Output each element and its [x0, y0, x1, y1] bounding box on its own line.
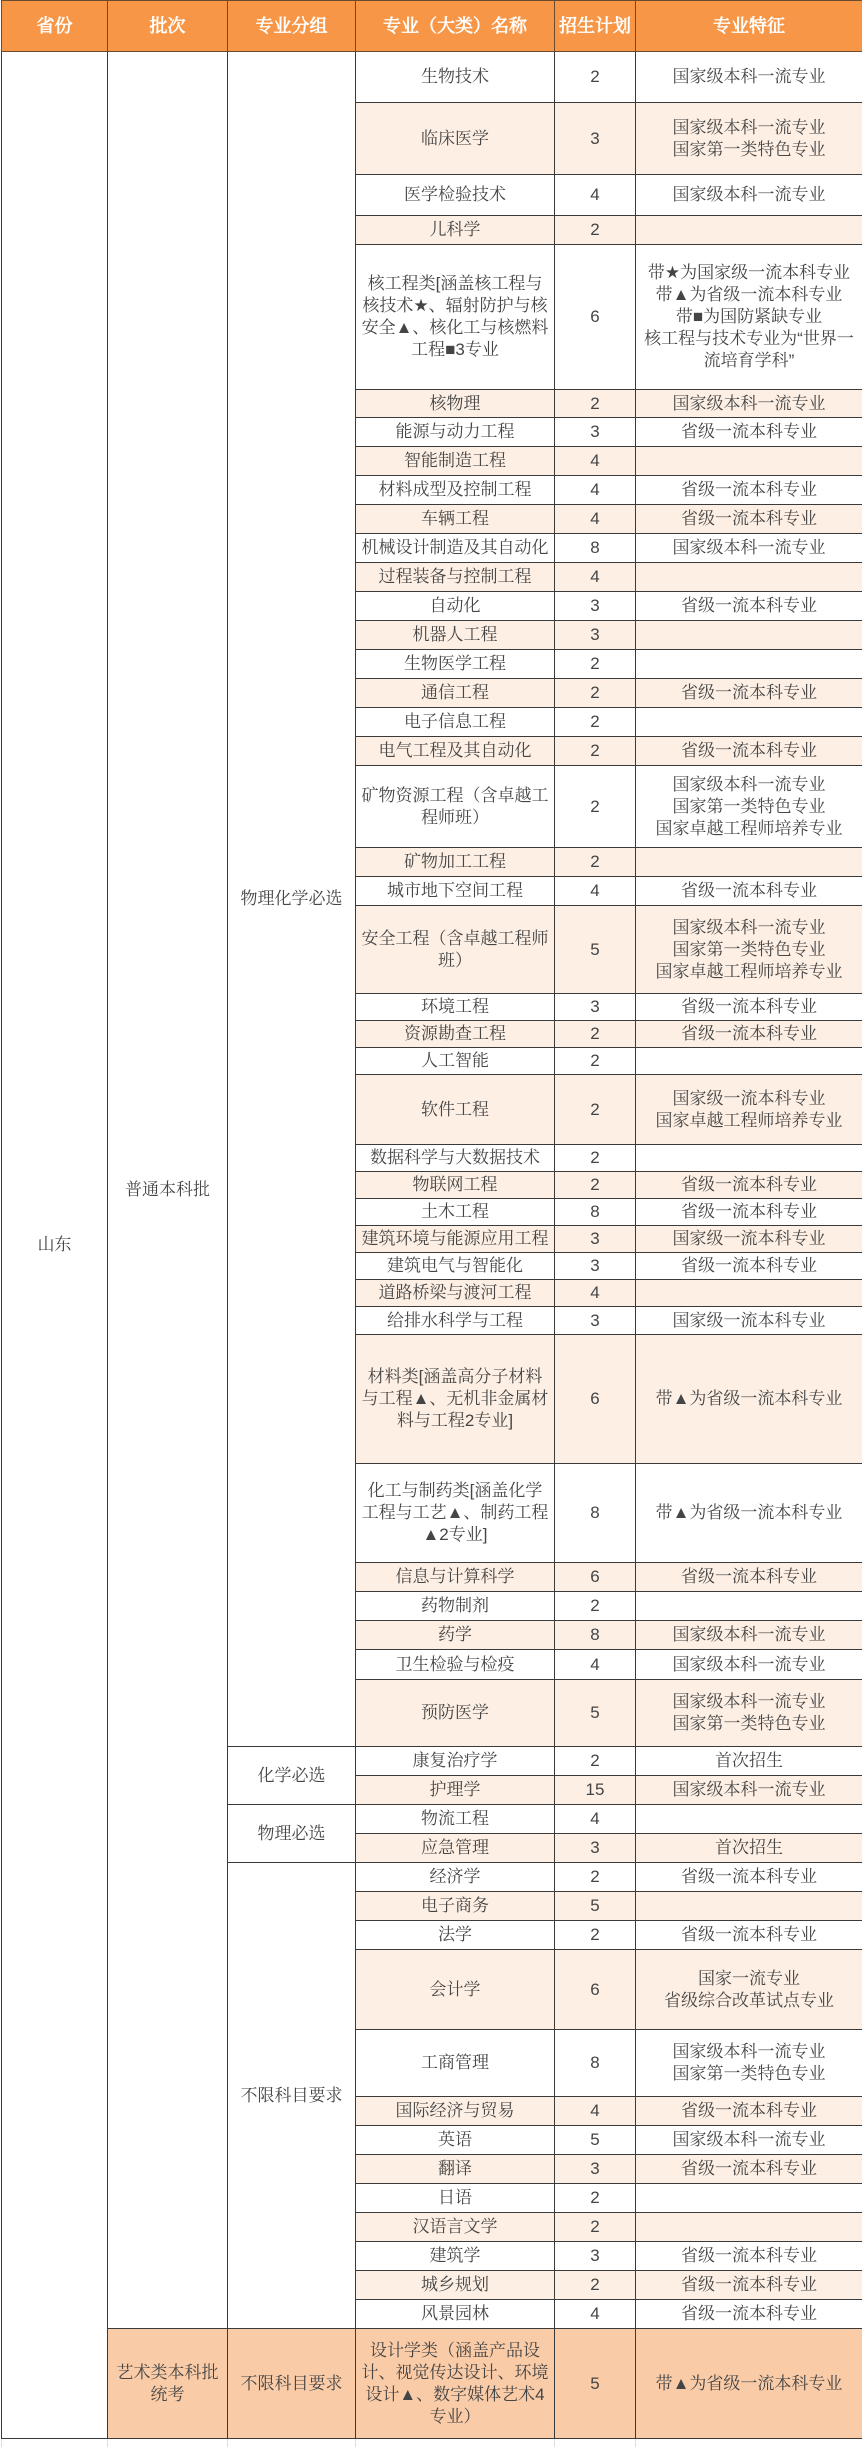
major-name-cell [356, 1075, 555, 1145]
major-feature-cell: 省级一流本科专业 [636, 2155, 862, 2184]
major-name-cell [356, 848, 555, 877]
major-feature-cell: 省级一流本科专业 [636, 1863, 862, 1892]
major-feature-cell: 省级一流本科专业 [636, 1563, 862, 1592]
enrollment-plan-cell: 4 [555, 447, 636, 476]
major-feature-cell [636, 848, 862, 877]
enrollment-plan-cell: 2 [555, 650, 636, 679]
header-major: 专业（大类）名称 [356, 1, 555, 52]
header-feature: 专业特征 [636, 1, 862, 52]
major-feature-cell [636, 2184, 862, 2213]
enrollment-plan-cell: 4 [555, 505, 636, 534]
enrollment-plan-cell: 2 [555, 1863, 636, 1892]
major-feature-cell: 省级一流本科专业 [636, 2097, 862, 2126]
batch-cell: 艺术类本科批统考 [108, 2329, 228, 2439]
major-feature-cell [636, 2213, 862, 2242]
major-name: 翻译 [360, 2158, 550, 2180]
major-name-cell [356, 245, 555, 390]
header-group: 专业分组 [228, 1, 356, 52]
major-name-cell [356, 216, 555, 245]
major-feature-cell: 国家级本科一流专业 国家第一类特色专业 [636, 2030, 862, 2097]
major-name-cell [356, 1563, 555, 1592]
major-name-cell [356, 2213, 555, 2242]
major-name: 风景园林 [360, 2303, 550, 2325]
major-name: 建筑学 [360, 2245, 550, 2267]
major-feature-cell: 国家级本科一流专业 [636, 1621, 862, 1650]
enrollment-plan-cell: 2 [555, 2271, 636, 2300]
major-feature-cell: 省级一流本科专业 [636, 592, 862, 621]
major-feature-cell [636, 216, 862, 245]
major-feature-cell: 国家级本科一流专业 [636, 2126, 862, 2155]
header-plan: 招生计划 [555, 1, 636, 52]
enrollment-plan-cell: 5 [555, 2329, 636, 2439]
major-name-cell [356, 1253, 555, 1280]
enrollment-plan-cell: 4 [555, 476, 636, 505]
major-name-cell [356, 679, 555, 708]
major-feature-cell: 国家级一流本科专业 国家卓越工程师培养专业 [636, 1075, 862, 1145]
major-name-cell [356, 1021, 555, 1048]
major-name-cell [356, 906, 555, 994]
major-name-cell [356, 2242, 555, 2271]
major-name: 国际经济与贸易 [360, 2100, 550, 2122]
major-name: 矿物资源工程（含卓越工程师班） [360, 785, 550, 829]
major-name: 物流工程 [360, 1808, 550, 1830]
province-cell: 山东 [2, 52, 108, 2439]
major-feature-cell: 省级一流本科专业 [636, 679, 862, 708]
enrollment-plan-cell: 5 [555, 1892, 636, 1921]
enrollment-plan-cell: 6 [555, 1335, 636, 1464]
major-feature-cell [636, 1892, 862, 1921]
major-name-cell [356, 1892, 555, 1921]
major-name-cell [356, 505, 555, 534]
major-feature-cell [636, 708, 862, 737]
major-name: 城乡规划 [360, 2274, 550, 2296]
enrollment-plan-cell: 8 [555, 1199, 636, 1226]
enrollment-plan-cell: 4 [555, 563, 636, 592]
enrollment-plan-cell: 2 [555, 766, 636, 848]
major-feature-cell [636, 1048, 862, 1075]
major-name-cell [356, 737, 555, 766]
major-feature-cell [636, 650, 862, 679]
major-name: 电子信息工程 [360, 711, 550, 733]
major-name: 通信工程 [360, 682, 550, 704]
enrollment-plan-cell: 3 [555, 1226, 636, 1253]
enrollment-plan-cell: 8 [555, 534, 636, 563]
major-name: 日语 [360, 2187, 550, 2209]
major-name: 材料成型及控制工程 [360, 479, 550, 501]
major-feature-cell: 首次招生 [636, 1834, 862, 1863]
major-name: 护理学 [360, 1779, 550, 1801]
enrollment-plan-cell: 5 [555, 906, 636, 994]
enrollment-plan-cell: 4 [555, 1805, 636, 1834]
major-name-cell [356, 1650, 555, 1680]
major-name: 资源勘查工程 [360, 1023, 550, 1045]
major-feature-cell: 国家一流专业 省级综合改革试点专业 [636, 1950, 862, 2030]
major-name-cell [356, 390, 555, 418]
major-feature-cell: 国家级一流本科专业 [636, 1226, 862, 1253]
major-name-cell [356, 877, 555, 906]
major-name-cell [356, 650, 555, 679]
enrollment-plan-cell: 3 [555, 2242, 636, 2271]
major-name: 建筑环境与能源应用工程 [360, 1228, 550, 1250]
major-name: 城市地下空间工程 [360, 880, 550, 902]
major-name: 材料类[涵盖高分子材料与工程▲、无机非金属材料与工程2专业] [360, 1366, 550, 1432]
major-feature-cell [636, 563, 862, 592]
enrollment-plan-cell: 8 [555, 2030, 636, 2097]
major-name-cell [356, 1805, 555, 1834]
enrollment-plan-cell: 3 [555, 592, 636, 621]
enrollment-plan-cell: 2 [555, 52, 636, 103]
major-name-cell [356, 534, 555, 563]
major-name: 设计学类（涵盖产品设计、视觉传达设计、环境设计▲、数字媒体艺术4专业） [360, 2340, 550, 2428]
major-feature-cell [636, 1280, 862, 1307]
enrollment-plan-cell: 3 [555, 418, 636, 447]
subject-group-cell: 物理化学必选 [228, 52, 356, 1747]
major-name: 机械设计制造及其自动化 [360, 537, 550, 559]
major-name: 法学 [360, 1924, 550, 1946]
major-name: 智能制造工程 [360, 450, 550, 472]
major-name-cell [356, 2030, 555, 2097]
major-feature-cell: 省级一流本科专业 [636, 994, 862, 1021]
major-name: 经济学 [360, 1866, 550, 1888]
major-name: 康复治疗学 [360, 1750, 550, 1772]
enrollment-plan-cell: 6 [555, 1563, 636, 1592]
major-name-cell [356, 708, 555, 737]
major-name-cell [356, 1776, 555, 1805]
major-name: 应急管理 [360, 1837, 550, 1859]
major-name: 自动化 [360, 595, 550, 617]
enrollment-plan-cell: 3 [555, 103, 636, 175]
major-name-cell [356, 175, 555, 216]
enrollment-plan-cell: 3 [555, 994, 636, 1021]
major-feature-cell: 省级一流本科专业 [636, 1021, 862, 1048]
major-name-cell [356, 592, 555, 621]
major-name-cell [356, 1307, 555, 1335]
table-row [2, 52, 862, 103]
major-name-cell [356, 1335, 555, 1464]
enrollment-plan-cell: 8 [555, 1464, 636, 1563]
major-feature-cell: 带▲为省级一流本科专业 [636, 1335, 862, 1464]
major-name-cell [356, 1747, 555, 1776]
enrollment-plan-cell: 3 [555, 1253, 636, 1280]
major-feature-cell: 带★为国家级一流本科专业 带▲为省级一流本科专业 带■为国防紧缺专业 核工程与技术专业为“世界一流培育学科” [636, 245, 862, 390]
major-feature-cell: 省级一流本科专业 [636, 476, 862, 505]
major-name: 土木工程 [360, 1201, 550, 1223]
major-feature-cell: 国家级本科一流专业 [636, 534, 862, 563]
major-feature-cell: 国家级本科一流专业 [636, 390, 862, 418]
major-feature-cell: 省级一流本科专业 [636, 2242, 862, 2271]
major-name: 药物制剂 [360, 1595, 550, 1617]
enrollment-plan-cell: 2 [555, 2213, 636, 2242]
major-feature-cell [636, 1592, 862, 1621]
enrollment-plan-cell: 2 [555, 1592, 636, 1621]
major-name: 能源与动力工程 [360, 421, 550, 443]
major-name: 车辆工程 [360, 508, 550, 530]
enrollment-plan-cell: 2 [555, 1145, 636, 1172]
enrollment-plan-cell: 4 [555, 1280, 636, 1307]
major-name-cell [356, 2184, 555, 2213]
major-name-cell [356, 447, 555, 476]
major-name: 电子商务 [360, 1895, 550, 1917]
major-name-cell [356, 2126, 555, 2155]
major-name: 会计学 [360, 1979, 550, 2001]
enrollment-plan-cell: 2 [555, 1172, 636, 1199]
major-name-cell [356, 1863, 555, 1892]
major-name-cell [356, 1280, 555, 1307]
major-name: 建筑电气与智能化 [360, 1255, 550, 1277]
major-feature-cell: 省级一流本科专业 [636, 1921, 862, 1950]
header-province: 省份 [2, 1, 108, 52]
major-name-cell [356, 103, 555, 175]
major-feature-cell: 国家级本科一流专业 国家第一类特色专业 国家卓越工程师培养专业 [636, 906, 862, 994]
subject-group-cell: 物理必选 [228, 1805, 356, 1863]
major-name-cell [356, 563, 555, 592]
major-feature-cell [636, 621, 862, 650]
major-name-cell [356, 766, 555, 848]
major-feature-cell: 首次招生 [636, 1747, 862, 1776]
major-feature-cell: 国家级本科一流专业 [636, 1776, 862, 1805]
major-feature-cell [636, 1805, 862, 1834]
major-name: 矿物加工工程 [360, 851, 550, 873]
major-name-cell [356, 2329, 555, 2439]
major-name: 信息与计算科学 [360, 1566, 550, 1588]
major-name-cell [356, 418, 555, 447]
enrollment-plan-cell: 4 [555, 877, 636, 906]
major-feature-cell: 国家级本科一流专业 国家第一类特色专业 [636, 103, 862, 175]
table-body [2, 52, 862, 2447]
major-name: 安全工程（含卓越工程师班） [360, 928, 550, 972]
enrollment-plan-cell: 2 [555, 1921, 636, 1950]
major-name: 道路桥梁与渡河工程 [360, 1282, 550, 1304]
enrollment-plan-cell: 2 [555, 1747, 636, 1776]
major-name-cell [356, 476, 555, 505]
major-name: 核工程类[涵盖核工程与核技术★、辐射防护与核安全▲、核化工与核燃料工程■3专业 [360, 273, 550, 361]
enrollment-plan-cell: 4 [555, 2300, 636, 2329]
major-feature-cell: 国家级一流本科专业 [636, 1307, 862, 1335]
enrollment-plan-cell: 2 [555, 1021, 636, 1048]
enrollment-plan-cell: 3 [555, 1307, 636, 1335]
admission-plan-table [1, 0, 862, 2447]
major-name: 临床医学 [360, 128, 550, 150]
enrollment-plan-cell: 6 [555, 245, 636, 390]
major-feature-cell: 国家级本科一流专业 [636, 52, 862, 103]
major-name: 数据科学与大数据技术 [360, 1147, 550, 1169]
major-feature-cell: 省级一流本科专业 [636, 505, 862, 534]
major-name: 医学检验技术 [360, 184, 550, 206]
major-feature-cell: 省级一流本科专业 [636, 2300, 862, 2329]
major-feature-cell: 国家级本科一流专业 [636, 175, 862, 216]
major-name: 软件工程 [360, 1099, 550, 1121]
major-name-cell [356, 2300, 555, 2329]
enrollment-plan-cell: 2 [555, 216, 636, 245]
major-name-cell [356, 2271, 555, 2300]
enrollment-plan-cell: 3 [555, 2155, 636, 2184]
major-feature-cell [636, 447, 862, 476]
major-name: 工商管理 [360, 2052, 550, 2074]
major-name-cell [356, 1226, 555, 1253]
major-name-cell [356, 52, 555, 103]
table-header-row [2, 1, 862, 52]
major-name: 药学 [360, 1624, 550, 1646]
enrollment-plan-cell: 2 [555, 2184, 636, 2213]
major-name: 英语 [360, 2129, 550, 2151]
major-feature-cell: 国家级本科一流专业 [636, 1650, 862, 1680]
major-name: 卫生检验与检疫 [360, 1654, 550, 1676]
enrollment-plan-cell: 2 [555, 390, 636, 418]
major-feature-cell: 省级一流本科专业 [636, 2271, 862, 2300]
major-name: 儿科学 [360, 219, 550, 241]
major-name-cell [356, 1464, 555, 1563]
major-name-cell [356, 1621, 555, 1650]
major-name: 核物理 [360, 393, 550, 415]
major-feature-cell: 国家级本科一流专业 国家第一类特色专业 国家卓越工程师培养专业 [636, 766, 862, 848]
major-name: 化工与制药类[涵盖化学工程与工艺▲、制药工程▲2专业] [360, 1480, 550, 1546]
major-name: 环境工程 [360, 996, 550, 1018]
major-name-cell [356, 1592, 555, 1621]
major-name: 生物医学工程 [360, 653, 550, 675]
major-feature-cell: 省级一流本科专业 [636, 418, 862, 447]
enrollment-plan-cell: 5 [555, 1680, 636, 1747]
enrollment-plan-cell: 2 [555, 679, 636, 708]
subject-group-cell: 不限科目要求 [228, 1863, 356, 2329]
enrollment-plan-cell: 4 [555, 2097, 636, 2126]
major-feature-cell: 省级一流本科专业 [636, 737, 862, 766]
major-name-cell [356, 1834, 555, 1863]
enrollment-plan-cell: 2 [555, 737, 636, 766]
major-name-cell [356, 2155, 555, 2184]
major-feature-cell: 带▲为省级一流本科专业 [636, 2329, 862, 2439]
major-name: 物联网工程 [360, 1174, 550, 1196]
major-name-cell [356, 1921, 555, 1950]
major-name: 机器人工程 [360, 624, 550, 646]
enrollment-plan-cell: 2 [555, 1048, 636, 1075]
enrollment-plan-cell: 3 [555, 1834, 636, 1863]
header-batch: 批次 [108, 1, 228, 52]
enrollment-plan-cell: 2 [555, 1075, 636, 1145]
major-name-cell [356, 621, 555, 650]
major-feature-cell: 省级一流本科专业 [636, 877, 862, 906]
enrollment-plan-cell: 3 [555, 621, 636, 650]
major-name: 汉语言文学 [360, 2216, 550, 2238]
major-name-cell [356, 1199, 555, 1226]
enrollment-plan-cell: 4 [555, 175, 636, 216]
major-name: 电气工程及其自动化 [360, 740, 550, 762]
batch-cell: 普通本科批 [108, 52, 228, 2329]
major-feature-cell: 带▲为省级一流本科专业 [636, 1464, 862, 1563]
enrollment-plan-cell: 2 [555, 848, 636, 877]
major-feature-cell [636, 1145, 862, 1172]
major-feature-cell: 省级一流本科专业 [636, 1253, 862, 1280]
major-name: 给排水科学与工程 [360, 1310, 550, 1332]
major-name: 生物技术 [360, 66, 550, 88]
major-feature-cell: 省级一流本科专业 [636, 1172, 862, 1199]
major-name: 人工智能 [360, 1050, 550, 1072]
enrollment-plan-cell: 8 [555, 1621, 636, 1650]
table-row [2, 2329, 862, 2439]
major-name-cell [356, 1950, 555, 2030]
major-name-cell [356, 2097, 555, 2126]
major-feature-cell: 国家级本科一流专业 国家第一类特色专业 [636, 1680, 862, 1747]
major-name: 过程装备与控制工程 [360, 566, 550, 588]
enrollment-plan-cell: 5 [555, 2126, 636, 2155]
enrollment-plan-cell: 6 [555, 1950, 636, 2030]
subject-group-cell: 不限科目要求 [228, 2329, 356, 2439]
major-name-cell [356, 1048, 555, 1075]
subject-group-cell: 化学必选 [228, 1747, 356, 1805]
major-name-cell [356, 1145, 555, 1172]
enrollment-plan-cell: 2 [555, 708, 636, 737]
major-name-cell [356, 1680, 555, 1747]
enrollment-plan-cell: 15 [555, 1776, 636, 1805]
major-name-cell [356, 994, 555, 1021]
major-feature-cell: 省级一流本科专业 [636, 1199, 862, 1226]
major-name: 预防医学 [360, 1702, 550, 1724]
major-name-cell [356, 1172, 555, 1199]
enrollment-plan-cell: 4 [555, 1650, 636, 1680]
